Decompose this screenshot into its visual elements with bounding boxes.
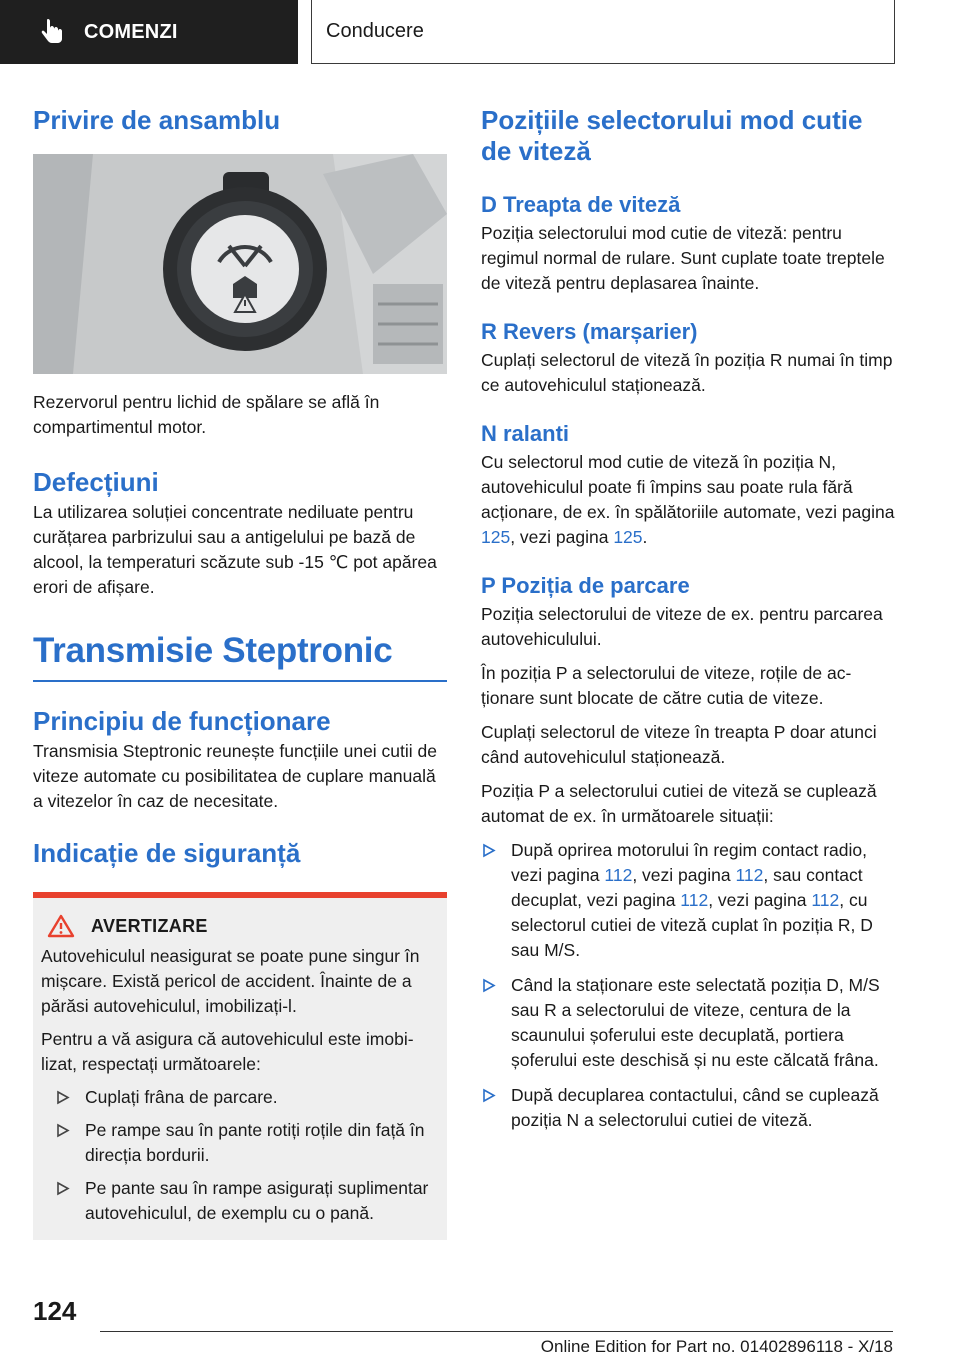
triangle-bullet-icon [55, 1176, 71, 1201]
heading-transmission: Transmisie Steptronic [33, 631, 393, 670]
list-item: După oprirea motorului în regim contact radio, vezi pagina 112, vezi pagina 112, sau contact decuplat, vezi pagina 112, vezi pagina 112, cu selectorul cutiei de viteză cuplat în poziția R, D sau M/S. [481, 838, 895, 963]
heading-selector-positions: Pozițiile selectorului mod cutie de viteză [481, 105, 863, 166]
footer-rule [100, 1331, 893, 1332]
list-item: Când la staționare este selectată poziția D, M/S sau R a selectorului de viteze, centura de la scaunului șoferului este decuplată, portiera șoferului este deschisă și nu este călcată frâna. [481, 973, 895, 1073]
heading-d-gear: D Treapta de viteză [481, 192, 681, 217]
list-item: Pe pante sau în rampe asigurați suplimentar autovehiculul, de exemplu cu o pană. [55, 1176, 439, 1226]
p-park-text-2: În poziția P a selectorului de viteze, roțile de acționare sunt blocate de către cutia de viteze. [481, 663, 852, 708]
d-gear-text: Poziția selectorului mod cutie de viteză: pentru regimul normal de rulare. Sunt cuplate toate treptele de viteză pentru deplasarea înainte. [481, 223, 885, 293]
warning-title [47, 914, 439, 938]
warning-list [41, 1085, 439, 1226]
page-number: 124 [33, 1296, 77, 1326]
triangle-bullet-icon [481, 838, 497, 863]
triangle-bullet-icon [481, 1083, 497, 1108]
section-header [311, 0, 895, 64]
warning-triangle-icon [47, 914, 75, 938]
washer-reservoir-illustration [33, 154, 447, 374]
heading-faults: Defecțiuni [33, 467, 159, 497]
photo-caption: Rezervorul pentru lichid de spălare se află în compartimentul motor. [33, 392, 380, 437]
triangle-bullet-icon [481, 973, 497, 998]
warning-text-1: Autovehiculul neasigurat se poate pune singur în mișcare. Există pericol de accident. Înainte de a părăsi autovehiculul, imobilizați-l. [41, 946, 420, 1016]
warning-text-2: Pentru a vă asigura că autovehiculul este imobilizat, respectați următoarele: [41, 1029, 414, 1074]
list-item: Pe rampe sau în pante rotiți roțile din față în direcția bordurii. [55, 1118, 439, 1168]
heading-principle: Principiu de funcționare [33, 706, 331, 736]
chapter-tab[interactable] [0, 0, 298, 64]
edition-text: Online Edition for Part no. 01402896118 - X/18 [540, 1337, 893, 1356]
page-link[interactable]: 125 [613, 527, 643, 547]
faults-text: La utilizarea soluției concentrate nediluate pentru curățarea parbrizului sau a antigelului pe bază de alcool, la temperaturi scăzute sub -15 ℃ pot apărea erori de afișare. [33, 502, 437, 597]
list-item: Cuplați frâna de parcare. [55, 1085, 439, 1110]
heading-n-neutral: N ralanti [481, 421, 570, 446]
heading-r-reverse: R Revers (marșarier) [481, 319, 698, 344]
heading-rule [33, 680, 447, 682]
p-park-text-4: Poziția P a selectorului cutiei de viteză se cuplează automat de ex. în următoarele situații: [481, 781, 877, 826]
list-item: După decuplarea contactului, când se cuplează poziția N a selectorului cutiei de viteză. [481, 1083, 895, 1133]
auto-park-list [481, 838, 895, 1133]
right-column [481, 100, 895, 1133]
left-column [33, 100, 447, 1240]
r-reverse-text: Cuplați selectorul de viteză în poziția R numai în timp ce autovehiculul staționează. [481, 350, 893, 395]
warning-box [33, 892, 447, 1240]
chapter-tab-label: COMENZI [84, 20, 178, 43]
triangle-bullet-icon [55, 1118, 71, 1143]
p-park-text-1: Poziția selectorului de viteze de ex. pentru parcarea autovehiculului. [481, 604, 883, 649]
page-link[interactable]: 112 [680, 890, 709, 910]
washer-reservoir-photo [33, 154, 447, 374]
section-header-label: Conducere [326, 20, 424, 42]
principle-text: Transmisia Steptronic reunește funcțiile unei cutii de viteze automate cu posibilitatea de cuplare manuală a vitezelor în caz de necesitate. [33, 741, 437, 811]
heading-safety: Indicație de siguranță [33, 838, 301, 868]
heading-overview: Privire de ansamblu [33, 105, 281, 135]
n-neutral-text: Cu selectorul mod cutie de viteză în poziția N, autovehiculul poate fi împins sau poate rula fără acționare, de ex. în spălătoriile automate, vezi pagina 125, vezi pagina 125. [481, 452, 895, 547]
triangle-bullet-icon [55, 1085, 71, 1110]
heading-p-park: P Poziția de parcare [481, 573, 690, 598]
page-link[interactable]: 112 [811, 890, 840, 910]
warning-title-label: AVERTIZARE [91, 915, 208, 936]
page-link[interactable]: 112 [604, 865, 633, 885]
page-link[interactable]: 112 [735, 865, 764, 885]
page-link[interactable]: 125 [481, 527, 511, 547]
p-park-text-3: Cuplați selectorul de viteze în treapta P doar atunci când autovehiculul staționează. [481, 722, 877, 767]
hand-pointer-icon [38, 18, 66, 46]
